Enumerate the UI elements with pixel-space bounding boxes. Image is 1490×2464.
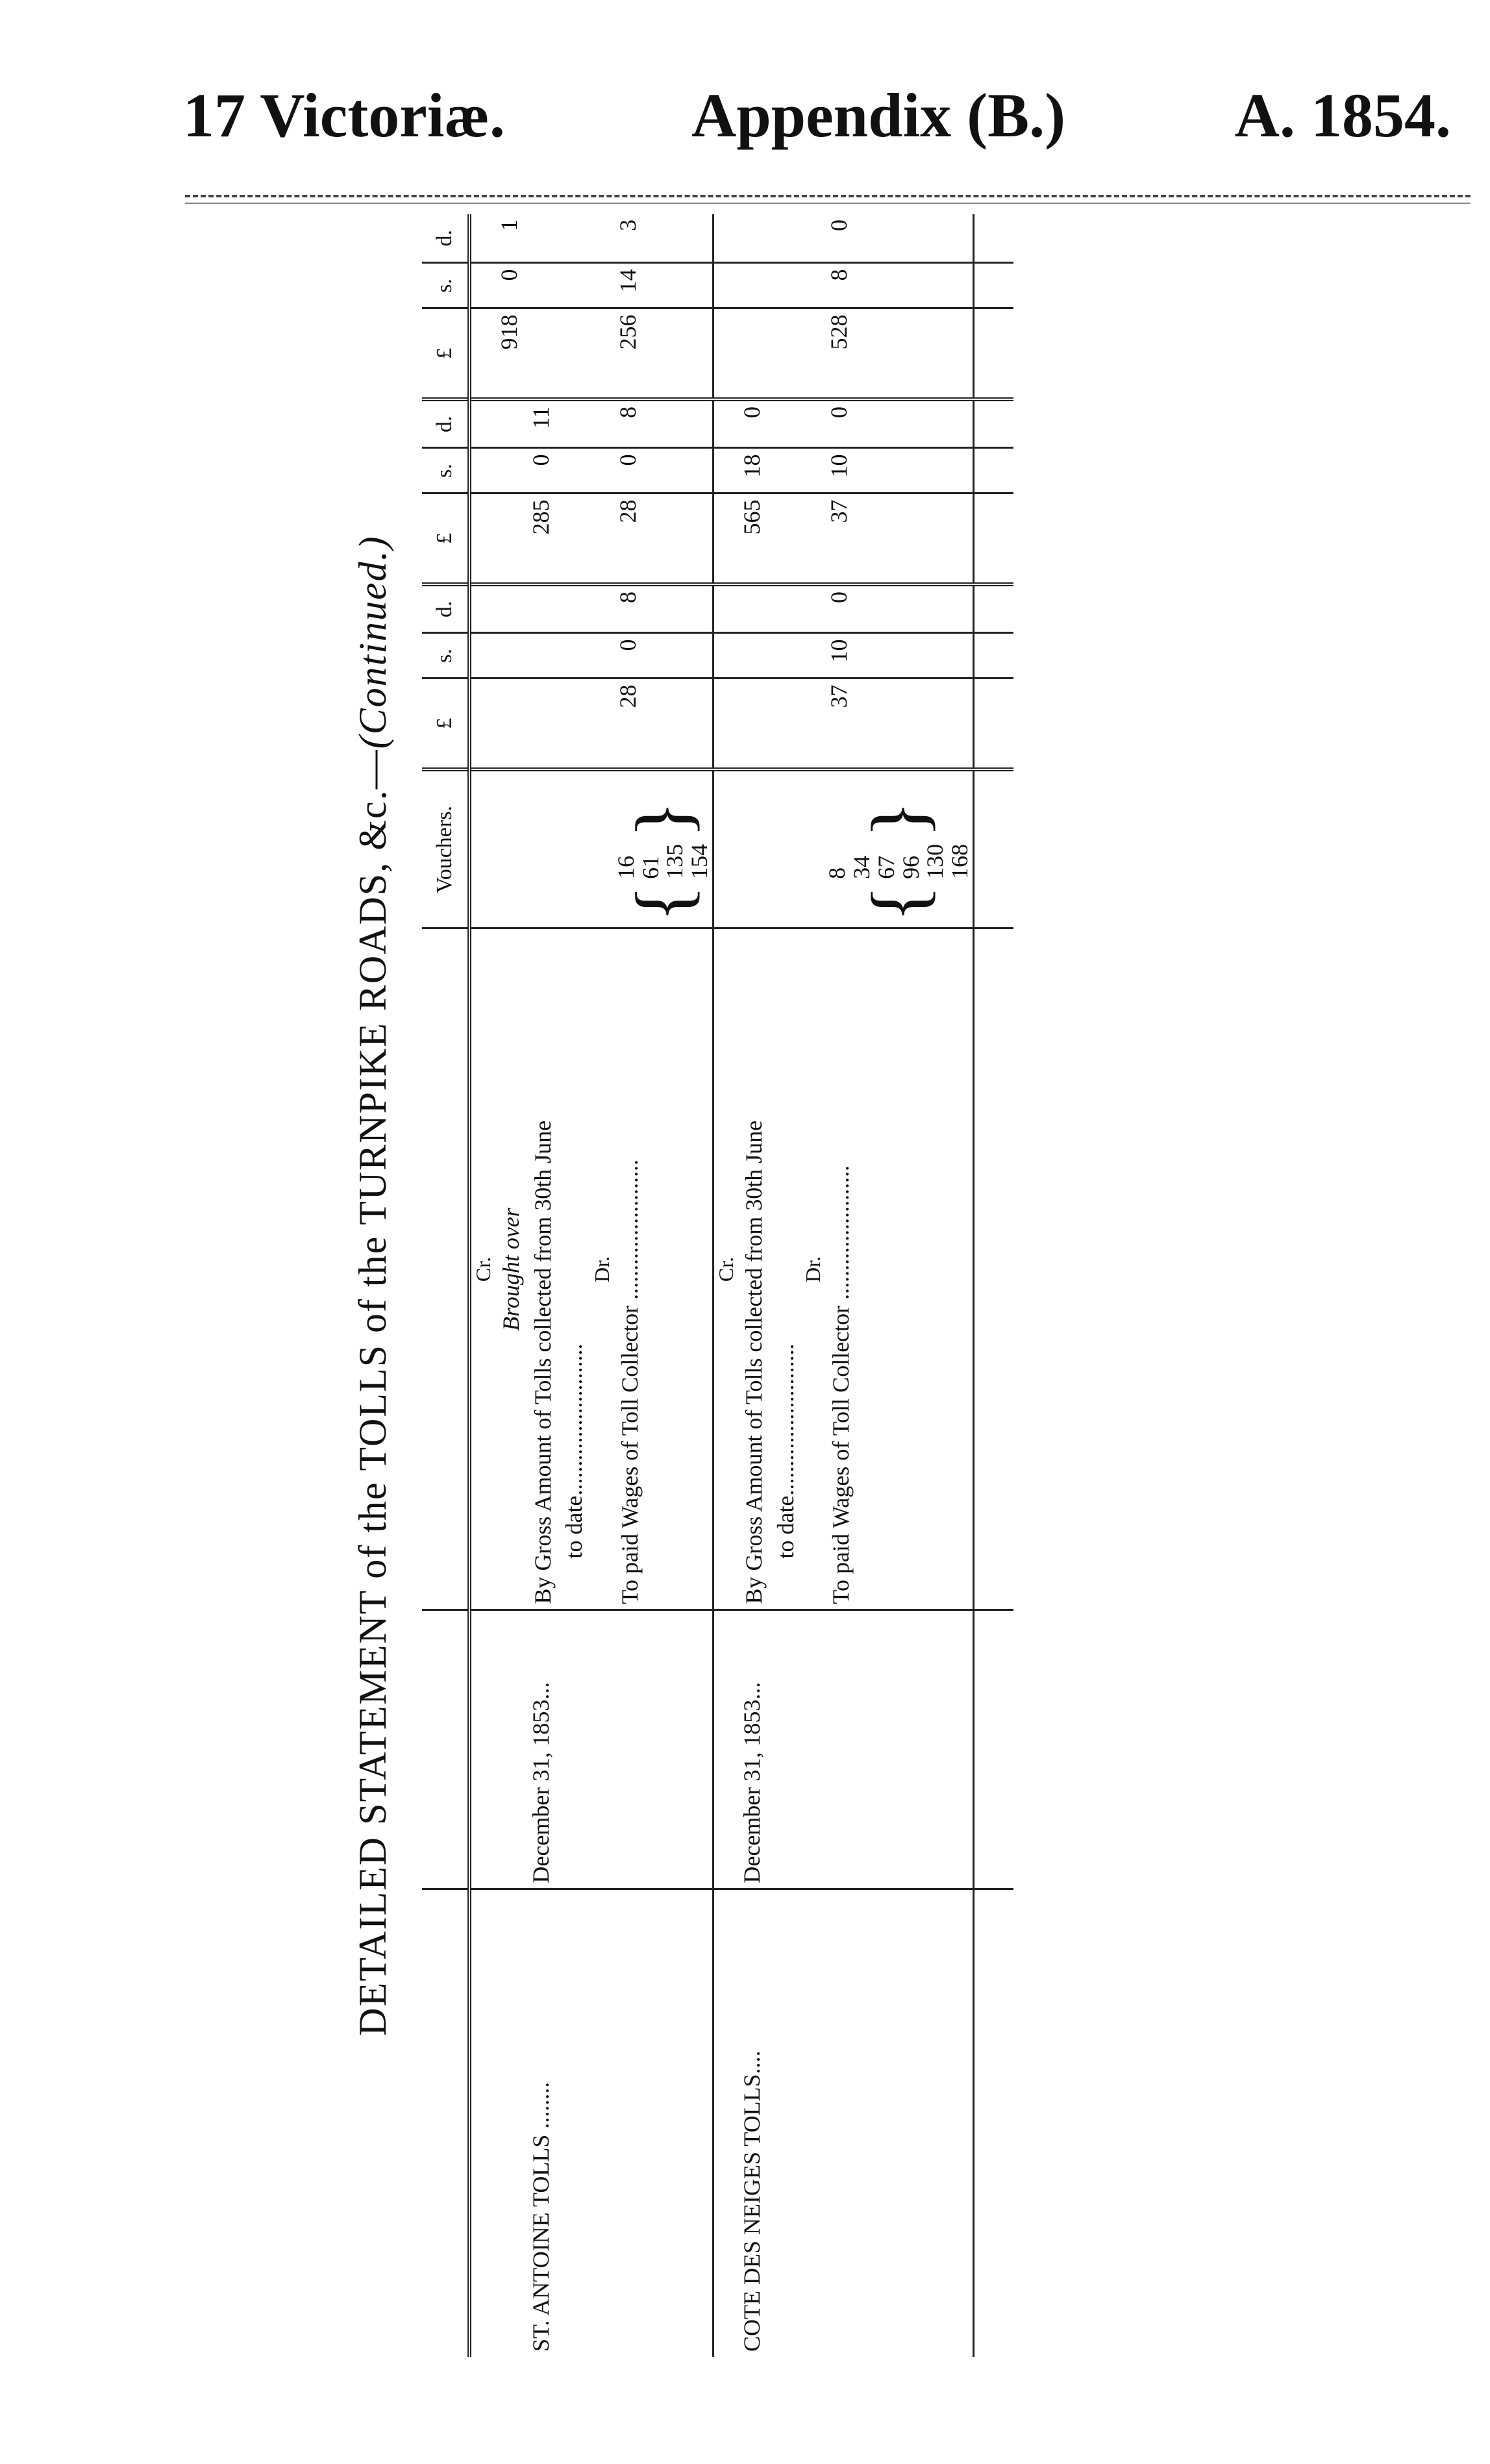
vouchers-cell [825,769,973,928]
wages-pence: 8 [614,584,714,633]
brought-over-label: Brought over [495,928,527,1610]
wages-description: To paid Wages of Toll Collector ........................ [614,928,714,1610]
gross-line-1: By Gross Amount of Tolls collected from 30th June [529,1120,556,1604]
voucher-number: 130 [922,843,949,879]
section-name: COTE DES NEIGES TOLLS.... [738,2050,765,2352]
dr-label: Dr. [801,928,825,1610]
gross-pound: 565 [738,493,801,584]
section-date: December 31, 1853... [738,1610,801,1889]
gross-pound: 285 [527,493,590,584]
header-pound-1: £ [422,678,469,769]
header-pence-1: d. [422,584,469,633]
net-shilling: 14 [614,263,714,308]
wages-pound: 28 [614,678,714,769]
net-shilling: 8 [825,263,973,308]
wages-shilling: 10 [825,633,973,678]
section-cote-des-neiges-gross [738,214,801,2357]
header-pence-2: d. [422,399,469,448]
gross-shilling: 18 [738,448,801,493]
net-pence: 0 [825,214,973,263]
header-appendix: Appendix (B.) [691,81,1066,150]
header-shilling-2: s. [422,448,469,493]
gross-line-2: to date.......................... [561,1343,588,1559]
wages-total-pound: 37 [825,493,973,584]
net-pound: 256 [614,308,714,399]
header-shilling-3: s. [422,263,469,308]
cr-label: Cr. [469,928,495,1610]
net-pence: 3 [614,214,714,263]
voucher-list [825,844,973,879]
header-name-cell [422,1889,469,2357]
brace-open: { [619,884,706,923]
wages-total-shilling: 0 [614,448,714,493]
gross-line-1: By Gross Amount of Tolls collected from 30th June [740,1120,767,1604]
voucher-number: 154 [686,843,713,879]
header-shilling-1: s. [422,633,469,678]
brace-close: } [619,801,706,838]
voucher-number: 135 [662,843,688,879]
voucher-number: 8 [824,867,851,879]
wages-total-pound: 28 [614,493,714,584]
header-pence-3: d. [422,214,469,263]
voucher-number: 61 [637,855,664,879]
section-st-antoine-dr-label [590,214,614,2357]
table-header-row [422,214,469,2357]
table-bottom-rule [973,214,1013,2357]
section-cote-des-neiges-dr-label [801,214,825,2357]
brought-over-pound: 918 [495,308,527,399]
header-pound-2: £ [422,493,469,584]
cr-label: Cr. [713,928,738,1610]
voucher-number: 67 [873,855,899,879]
voucher-number: 168 [947,843,973,879]
section-st-antoine-gross [527,214,590,2357]
header-rule [185,195,1471,197]
empty-cell [469,1889,495,2357]
header-desc-cell [422,928,469,1610]
header-year: A. 1854. [1234,81,1451,150]
voucher-number: 96 [897,855,924,879]
statement-title-continued: (Continued.) [351,535,394,749]
dr-label: Dr. [590,928,614,1610]
gross-line-2: to date.......................... [772,1343,799,1559]
brought-over-pence: 1 [495,214,527,263]
gross-pence: 0 [738,399,801,448]
statement-title [351,214,395,2357]
header-pound-3: £ [422,308,469,399]
wages-total-pence: 8 [614,399,714,448]
wages-pence: 0 [825,584,973,633]
gross-pence: 11 [527,399,590,448]
wages-pound: 37 [825,678,973,769]
wages-total-pence: 0 [825,399,973,448]
section-cote-des-neiges-wages [825,214,973,2357]
vouchers-cell [614,769,714,928]
statement-title-text: DETAILED STATEMENT of the TOLLS of the TURNPIKE ROADS, &c.— [351,749,394,2036]
section-name: ST. ANTOINE TOLLS ........ [527,2082,554,2352]
voucher-number: 34 [848,855,875,879]
brought-over-shilling: 0 [495,263,527,308]
header-rule-secondary [185,203,1471,204]
section-date: December 31, 1853... [527,1610,590,1889]
header-session: 17 Victoriæ. [183,81,505,150]
wages-total-shilling: 10 [825,448,973,493]
header-vouchers: Vouchers. [422,769,469,928]
section-cote-des-neiges-cr-label [713,214,738,2357]
header-date-cell [422,1610,469,1889]
brace-open: { [855,884,942,923]
rotated-statement [351,214,1415,2357]
gross-description [738,928,801,1610]
gross-description [527,928,590,1610]
net-pound: 528 [825,308,973,399]
brace-close: } [855,801,942,838]
voucher-number: 16 [612,855,639,879]
voucher-list [614,844,712,879]
section-st-antoine-brought-over [495,214,527,2357]
wages-shilling: 0 [614,633,714,678]
gross-shilling: 0 [527,448,590,493]
section-st-antoine-cr-label [469,214,495,2357]
section-st-antoine-wages [614,214,714,2357]
tolls-table [422,214,1013,2357]
wages-description: To paid Wages of Toll Collector ....................... [825,928,973,1610]
